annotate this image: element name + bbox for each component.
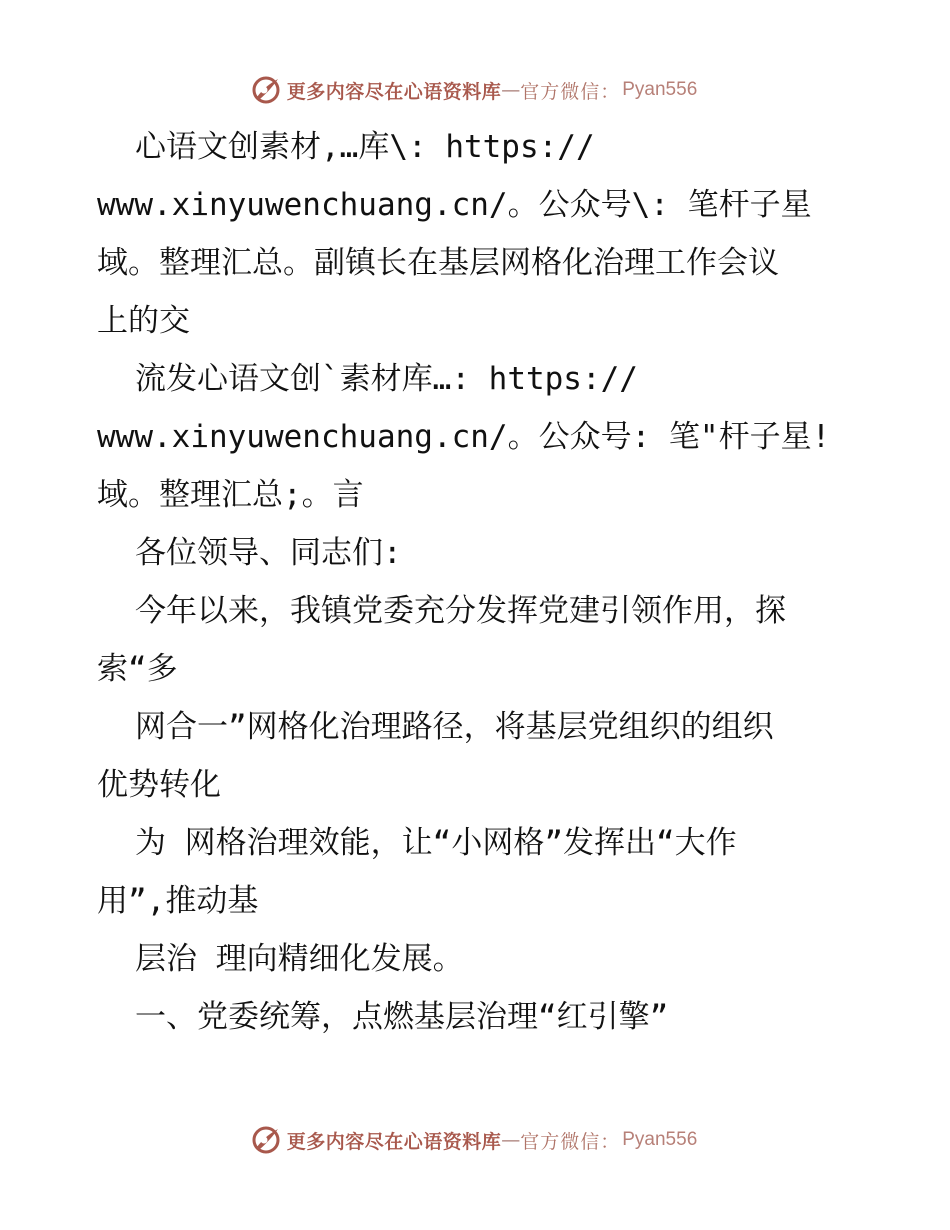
text-line: 为 网格治理效能，让“小网格”发挥出“大作: [135, 825, 737, 861]
text-line: www.xinyuwenchuang.cn/。公众号\: 笔杆子星: [97, 187, 812, 223]
text-line: 层治 理向精细化发展。: [135, 941, 464, 977]
watermark-dash: —: [501, 1129, 521, 1151]
text-line: 各位领导、同志们:: [135, 535, 402, 571]
footer-watermark: [0, 1122, 950, 1158]
text-line: 用”,推动基: [97, 883, 259, 919]
watermark-wechat-id: Pyan556: [622, 1129, 698, 1150]
watermark-dash: —: [501, 79, 521, 101]
watermark-wechat-id: Pyan556: [622, 79, 698, 100]
text-line: 上的交: [97, 303, 190, 339]
watermark-sub-text: 官方微信：: [520, 1130, 621, 1153]
header-watermark: [0, 72, 950, 108]
text-line: 域。整理汇总。副镇长在基层网格化治理工作会议: [97, 245, 779, 281]
document-body: [97, 118, 857, 1046]
text-line: 今年以来，我镇党委充分发挥党建引领作用，探: [135, 593, 786, 629]
text-line: 心语文创素材,…库\: https://: [135, 129, 595, 165]
text-line: 索“多: [97, 651, 178, 687]
text-line: 域。整理汇总;。言: [97, 477, 364, 513]
quill-logo-icon: [251, 75, 281, 105]
quill-logo-icon: [251, 1125, 281, 1155]
text-line: 优势转化: [97, 767, 221, 803]
text-line: www.xinyuwenchuang.cn/。公众号: 笔"杆子星!: [97, 419, 831, 455]
watermark-main-text: 更多内容尽在心语资料库: [286, 80, 502, 103]
watermark-sub-text: 官方微信：: [520, 80, 621, 103]
text-line: 流发心语文创`素材库…: https://: [135, 361, 638, 397]
watermark-main-text: 更多内容尽在心语资料库: [286, 1130, 502, 1153]
text-line: 一、党委统筹，点燃基层治理“红引擎”: [135, 999, 669, 1035]
text-line: 网合一”网格化治理路径，将基层党组织的组织: [135, 709, 774, 745]
